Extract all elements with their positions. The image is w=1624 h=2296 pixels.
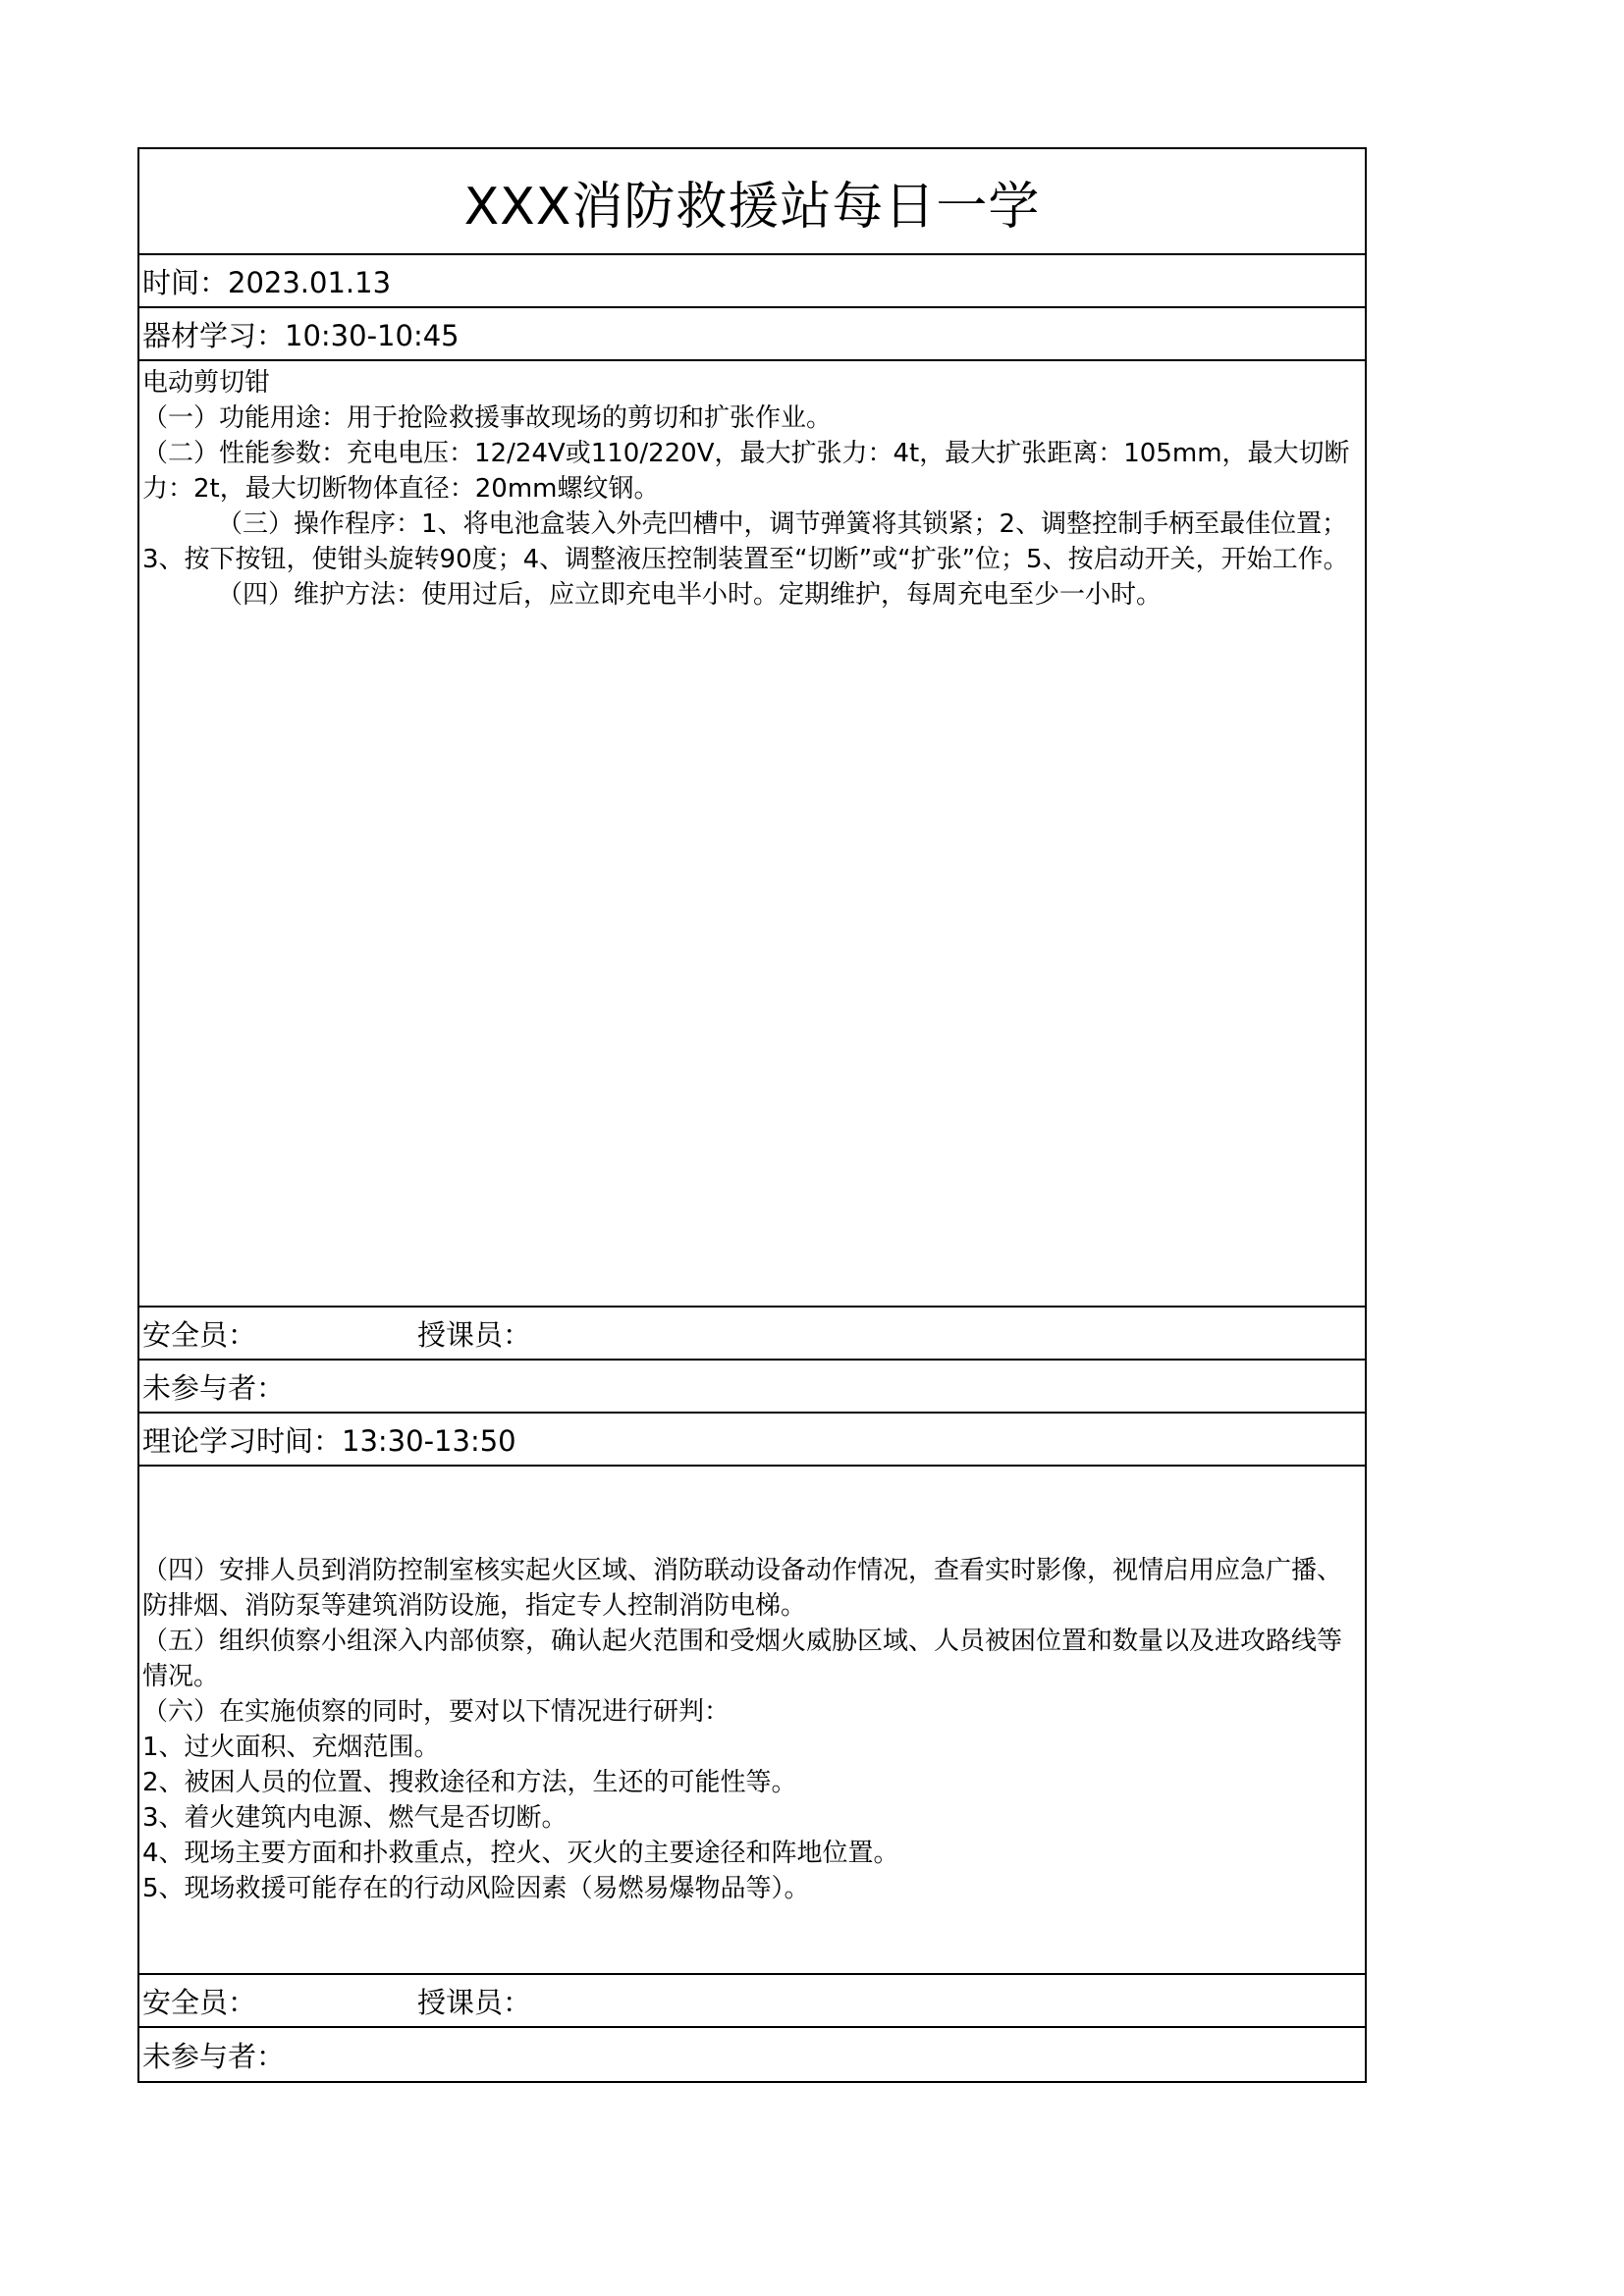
instructor-label: 授课员：	[417, 1317, 532, 1352]
theory-paragraph: （五）组织侦察小组深入内部侦察，确认起火范围和受烟火威胁区域、人员被困位置和数量以及进攻路线等情况。	[142, 1627, 1343, 1691]
theory-list-item: 5、现场救援可能存在的行动风险因素（易燃易爆物品等）。	[142, 1874, 810, 1903]
theory-list-item: 2、被困人员的位置、搜救途径和方法，生还的可能性等。	[142, 1768, 797, 1797]
study-sheet	[137, 147, 1367, 2083]
equipment-study-content	[139, 361, 1365, 1308]
theory-list-item: 4、现场主要方面和扑救重点，控火、灭火的主要途径和阵地位置。	[142, 1839, 899, 1868]
theory-absent-row: 未参与者：	[142, 2039, 286, 2073]
theory-paragraph: （四）安排人员到消防控制室核实起火区域、消防联动设备动作情况，查看实时影像，视情启用应急广播、防排烟、消防泵等建筑消防设施，指定专人控制消防电梯。	[142, 1556, 1343, 1621]
page-title: XXX消防救援站每日一学	[139, 149, 1365, 255]
operation-paragraph: （三）操作程序：1、将电池盒装入外壳凹槽中，调节弹簧将其锁紧；2、调整控制手柄至最佳位置；3、按下按钮，使钳头旋转90度；4、调整液压控制装置至“切断”或“扩张”位；5、按启动开关，开始工作。	[142, 509, 1349, 574]
equipment-name: 电动剪切钳	[142, 368, 271, 398]
maintenance-paragraph: （四）维护方法：使用过后，应立即充电半小时。定期维护，每周充电至少一小时。	[217, 580, 1163, 610]
theory-list-item: 1、过火面积、充烟范围。	[142, 1733, 440, 1762]
equipment-absent-row: 未参与者：	[139, 1361, 1365, 1414]
function-paragraph: （一）功能用途：用于抢险救援事故现场的剪切和扩张作业。	[142, 403, 833, 433]
instructor-label: 授课员：	[417, 1985, 532, 2019]
equipment-signature-row	[139, 1308, 1365, 1361]
safety-officer-label: 安全员：	[142, 1317, 257, 1352]
theory-list-item: 3、着火建筑内电源、燃气是否切断。	[142, 1803, 568, 1833]
date-line: 时间：2023.01.13	[139, 255, 1365, 308]
theory-study-content	[139, 1467, 1365, 1975]
equipment-study-header: 器材学习：10:30-10:45	[139, 308, 1365, 361]
safety-officer-label: 安全员：	[142, 1985, 257, 2019]
theory-signature-row	[139, 1975, 1365, 2028]
parameters-paragraph: （二）性能参数：充电电压：12/24V或110/220V，最大扩张力：4t，最大扩张距离：105mm，最大切断力：2t，最大切断物体直径：20mm螺纹钢。	[142, 439, 1350, 504]
theory-paragraph: （六）在实施侦察的同时，要对以下情况进行研判：	[142, 1697, 731, 1727]
theory-study-header: 理论学习时间：13:30-13:50	[139, 1414, 1365, 1467]
